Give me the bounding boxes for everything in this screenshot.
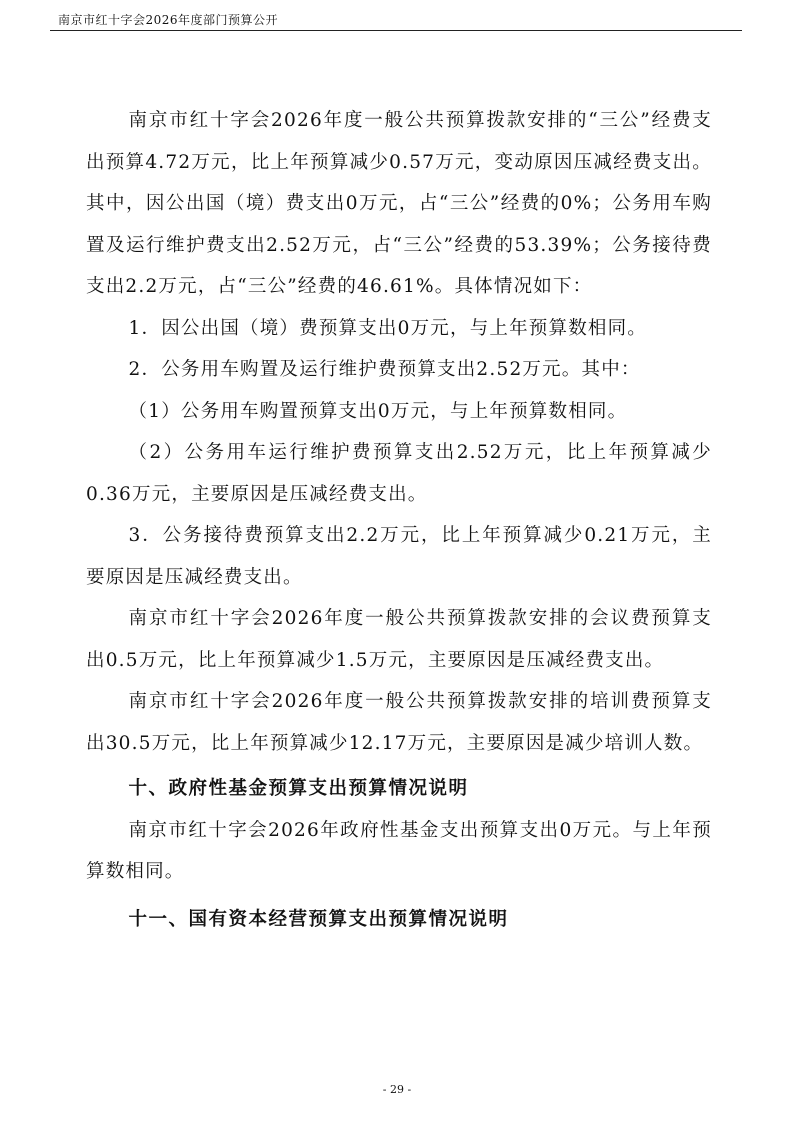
section-heading-state-capital: 十一、国有资本经营预算支出预算情况说明: [128, 908, 509, 930]
paragraph-government-fund: 南京市红十字会2026年政府性基金支出预算支出0万元。与上年预算数相同。: [86, 819, 712, 882]
sub-item-vehicle-purchase: （1）公务用车购置预算支出0万元，与上年预算数相同。: [128, 400, 628, 422]
list-item-vehicle-expenses: 2．公务用车购置及运行维护费预算支出2.52万元。其中：: [128, 359, 641, 380]
list-item-reception-expenses: 3．公务接待费预算支出2.2万元，比上年预算减少0.21万元，主要原因是压减经费支出。: [86, 525, 712, 588]
document-body: [86, 100, 712, 940]
section-heading-government-fund: 十、政府性基金预算支出预算情况说明: [128, 778, 469, 799]
paragraph-three-public-expenses: 南京市红十字会2026年度一般公共预算拨款安排的“三公”经费支出预算4.72万元，比上年预算减少0.57万元，变动原因压减经费支出。其中，因公出国（境）费支出0万元，占“三公”经费的0%；公务用车购置及运行维护费支出2.52万元，占“三公”经费的53.39%；公务接待费支出2.2万元，占“三公”经费的46.61%。具体情况如下：: [86, 110, 712, 297]
header-divider: [50, 30, 742, 31]
page-number: - 29 -: [382, 1083, 412, 1096]
paragraph-meeting-expenses: 南京市红十字会2026年度一般公共预算拨款安排的会议费预算支出0.5万元，比上年预算减少1.5万元，主要原因是压减经费支出。: [86, 608, 712, 671]
list-item-overseas-travel: 1．因公出国（境）费预算支出0万元，与上年预算数相同。: [128, 317, 647, 339]
sub-item-vehicle-maintenance: （2）公务用车运行维护费预算支出2.52万元，比上年预算减少0.36万元，主要原因是压减经费支出。: [86, 442, 712, 505]
paragraph-training-expenses: 南京市红十字会2026年度一般公共预算拨款安排的培训费预算支出30.5万元，比上年预算减少12.17万元，主要原因是减少培训人数。: [86, 691, 712, 754]
page-header-title: 南京市红十字会2026年度部门预算公开: [58, 13, 279, 27]
